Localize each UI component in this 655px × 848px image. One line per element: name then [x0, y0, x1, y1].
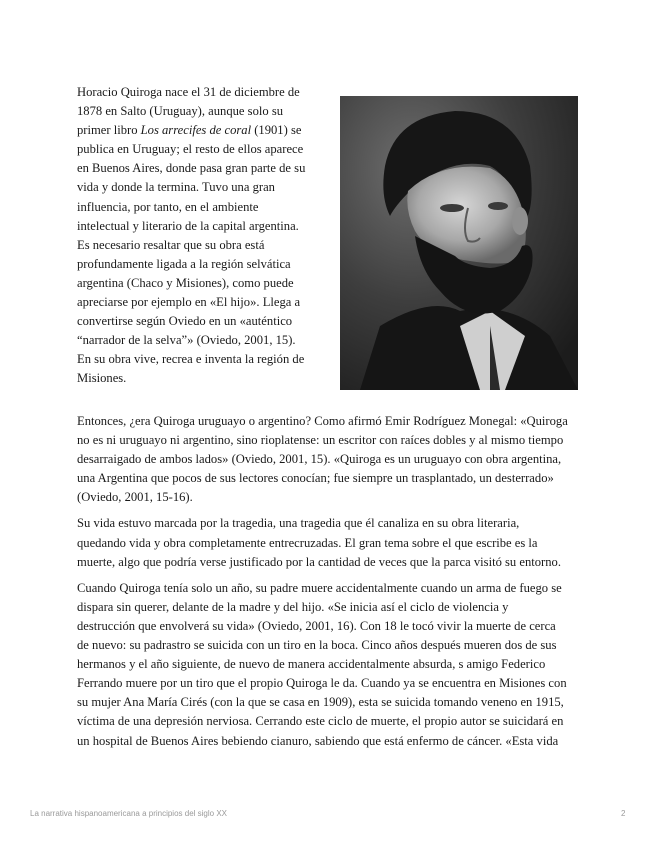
text-line: un hospital de Buenos Aires bebiendo cianuro, sabiendo que está enfermo de cáncer. «Esta vida — [77, 733, 559, 748]
portrait-photo — [340, 96, 578, 390]
text-line: desarraigado de ambos lados» (Oviedo, 2001, 15). «Quiroga es un uruguayo con obra argentina, — [77, 452, 562, 467]
text-line: Horacio Quiroga nace el 31 de diciembre de — [77, 85, 300, 99]
text-line: (Oviedo, 2001, 15-16). — [77, 490, 193, 505]
text-line: Es necesario resaltar que su obra está — [77, 237, 265, 252]
paragraph — [77, 412, 577, 507]
text-fragment: (1901) se — [251, 123, 302, 138]
paragraph — [77, 579, 577, 751]
text-line: Cuando Quiroga tenía solo un año, su padre muere accidentalmente cuando un arma de fuego se — [77, 580, 562, 595]
text-line: no es ni uruguayo ni argentino, sino rioplatense: un escritor con raíces dobles y al mismo tiempo — [77, 433, 564, 448]
text-line: publica en Uruguay; el resto de ellos aparece — [77, 142, 304, 157]
text-line: hermanos y el año siguiente, de nuevo de manera accidentalmente absurda, s amigo Federico — [77, 657, 546, 672]
text-line: apreciarse por ejemplo en «El hijo». Llega a — [77, 295, 301, 310]
book-title: Los arrecifes de coral — [140, 123, 252, 138]
intro-paragraph — [77, 83, 317, 389]
portrait-image — [340, 96, 578, 390]
text-line: 1878 en Salto (Uruguay), aunque solo su — [77, 104, 284, 119]
text-line: profundamente ligada a la región selvática — [77, 256, 291, 271]
text-line: argentina (Chaco y Misiones), como puede — [77, 275, 294, 290]
text-line: influencia, por tanto, en el ambiente — [77, 199, 259, 214]
paragraph — [77, 514, 577, 571]
text-line: vida y donde la termina. Tuvo una gran — [77, 180, 275, 195]
text-line: víctima de una depresión nerviosa. Cerrando este ciclo de muerte, el propio autor se suicidará en — [77, 714, 564, 729]
footer-title: La narrativa hispanoamericana a principios del siglo XX — [30, 809, 227, 818]
text-line: Misiones. — [77, 371, 127, 386]
text-line: muerte, algo que podría verse justificado por la cantidad de veces que la parca visitó su entorno. — [77, 554, 561, 569]
body-text — [77, 412, 577, 758]
text-line: Su vida estuvo marcada por la tragedia, una tragedia que él canaliza en su obra literaria, — [77, 516, 520, 531]
text-line: su mujer Ana María Cirés (con la que se casa en 1909), esta se suicida tomando veneno en 1915, — [77, 695, 564, 710]
text-line: “narrador de la selva”» (Oviedo, 2001, 15). — [77, 333, 296, 348]
text-line: dispara sin querer, delante de la madre y del hijo. «Se inicia así el ciclo de violencia y — [77, 599, 509, 614]
page-number: 2 — [621, 809, 626, 818]
text-line: quedando vida y obra completamente entrecruzadas. El gran tema sobre el que escribe es la — [77, 535, 538, 550]
text-line: Ferrando muere por un tiro que el propio Quiroga le da. Cuando ya se encuentra en Misiones con — [77, 676, 567, 691]
text-line — [77, 121, 317, 140]
text-line: convertirse según Oviedo en un «auténtico — [77, 314, 293, 329]
text-line: Entonces, ¿era Quiroga uruguayo o argentino? Como afirmó Emir Rodríguez Monegal: «Quiroga — [77, 414, 568, 428]
text-line: una Argentina que pocos de sus lectores conocían; fue siempre un trasplantado, un desterrado» — [77, 471, 554, 486]
text-line: En su obra vive, recrea e inventa la región de — [77, 352, 305, 367]
text-line: destrucción que envolverá su vida» (Oviedo, 2001, 16). Con 18 le tocó vivir la muerte de cerca — [77, 618, 556, 633]
text-fragment: primer libro — [77, 123, 141, 138]
text-line: intelectual y literario de la capital argentina. — [77, 218, 299, 233]
text-line: en Buenos Aires, donde pasa gran parte de su — [77, 161, 306, 176]
text-line: de nuevo: su padrastro se suicida con un tiro en la boca. Cinco años después mueren dos de sus — [77, 638, 557, 653]
